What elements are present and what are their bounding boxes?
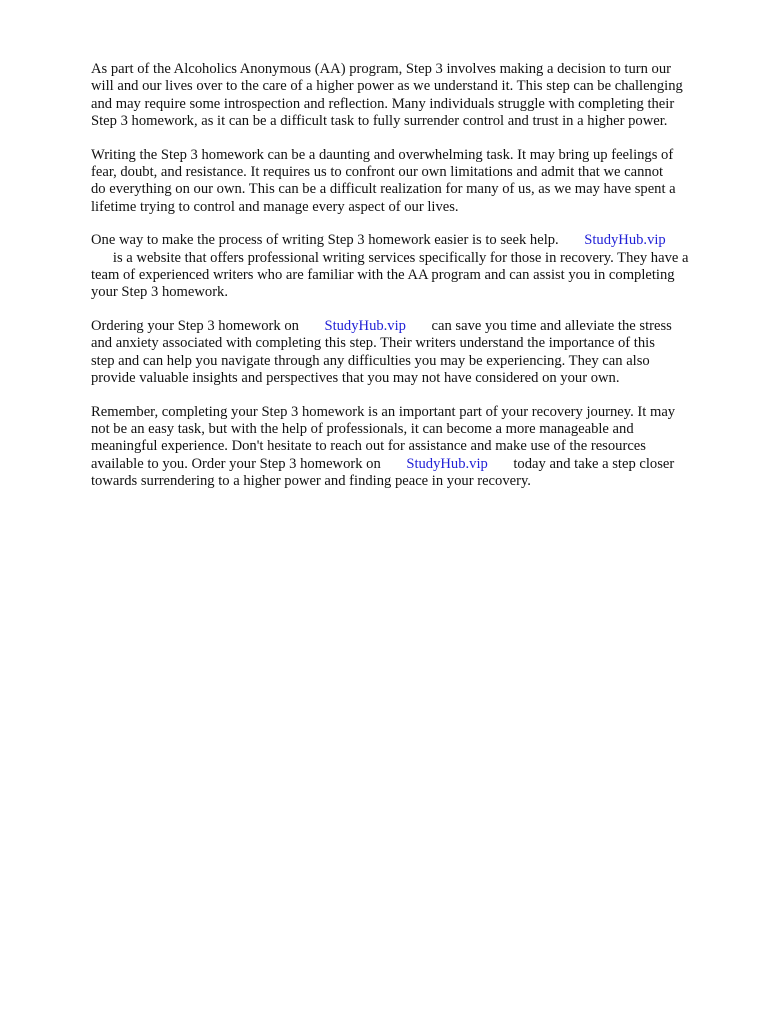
text-segment: not be an easy task, but with the help of professionals, it can become a more manageable and bbox=[91, 420, 634, 437]
text-segment: As part of the Alcoholics Anonymous (AA) program, Step 3 involves making a decision to turn our bbox=[91, 61, 672, 77]
text-segment: Writing the Step 3 homework can be a daunting and overwhelming task. It may bring up feelings of bbox=[91, 146, 674, 163]
paragraph-line bbox=[91, 267, 731, 284]
text-segment: and may require some introspection and reflection. Many individuals struggle with completing their bbox=[91, 95, 675, 112]
text-segment: Remember, completing your Step 3 homework is an important part of your recovery journey. It may bbox=[91, 403, 676, 420]
paragraph-line bbox=[91, 181, 731, 198]
paragraph-line bbox=[91, 164, 731, 181]
text-segment: Step 3 homework, as it can be a difficult task to fully surrender control and trust in a higher power. bbox=[91, 113, 668, 130]
paragraph-line bbox=[91, 421, 731, 438]
studyhub-link[interactable]: StudyHub.vip bbox=[324, 317, 406, 334]
paragraph-line bbox=[91, 353, 731, 370]
text-segment: One way to make the process of writing Step 3 homework easier is to seek help. bbox=[91, 232, 585, 249]
paragraph-1 bbox=[91, 61, 731, 131]
paragraph-line bbox=[91, 61, 731, 78]
paragraph-2 bbox=[91, 147, 731, 217]
studyhub-link[interactable]: StudyHub.vip bbox=[584, 232, 666, 249]
paragraph-line bbox=[91, 284, 731, 301]
paragraph-4 bbox=[91, 318, 731, 388]
paragraph-line bbox=[91, 96, 731, 113]
text-segment: will and our lives over to the care of a higher power as we understand it. This step can be challenging bbox=[91, 78, 683, 95]
paragraph-line bbox=[91, 438, 731, 455]
paragraph-line bbox=[91, 404, 731, 421]
text-segment: do everything on our own. This can be a difficult realization for many of us, as we may have spent a bbox=[91, 181, 676, 198]
studyhub-link[interactable]: StudyHub.vip bbox=[406, 455, 488, 472]
text-segment: provide valuable insights and perspectives that you may not have considered on your own. bbox=[91, 370, 620, 387]
text-segment: towards surrendering to a higher power and finding peace in your recovery. bbox=[91, 473, 531, 490]
text-segment: Ordering your Step 3 homework on bbox=[91, 317, 325, 334]
text-segment: lifetime trying to control and manage every aspect of our lives. bbox=[91, 198, 459, 215]
paragraph-line bbox=[91, 147, 731, 164]
paragraph-line bbox=[91, 199, 731, 216]
text-segment: team of experienced writers who are familiar with the AA program and can assist you in completing bbox=[91, 267, 675, 284]
text-segment: your Step 3 homework. bbox=[91, 284, 229, 301]
text-segment: fear, doubt, and resistance. It requires us to confront our own limitations and admit that we cannot bbox=[91, 164, 664, 181]
text-segment: available to you. Order your Step 3 homework on bbox=[91, 455, 407, 472]
paragraph-line bbox=[91, 250, 731, 267]
text-segment: and anxiety associated with completing this step. Their writers understand the importance of this bbox=[91, 335, 655, 352]
text-segment: step and can help you navigate through any difficulties you may be experiencing. They can also bbox=[91, 352, 650, 369]
paragraph-line bbox=[91, 456, 731, 473]
text-segment: is a website that offers professional writing services specifically for those in recovery. They have a bbox=[91, 249, 689, 266]
paragraph-line bbox=[91, 318, 731, 335]
paragraph-line bbox=[91, 473, 731, 490]
document-body bbox=[91, 61, 731, 507]
paragraph-line bbox=[91, 370, 731, 387]
paragraph-line bbox=[91, 113, 731, 130]
text-segment: can save you time and alleviate the stress bbox=[405, 317, 672, 334]
paragraph-3 bbox=[91, 232, 731, 302]
text-segment: today and take a step closer bbox=[487, 455, 675, 472]
paragraph-line bbox=[91, 232, 731, 249]
paragraph-5 bbox=[91, 404, 731, 491]
paragraph-line bbox=[91, 78, 731, 95]
text-segment: meaningful experience. Don't hesitate to reach out for assistance and make use of the resources bbox=[91, 438, 646, 455]
paragraph-line bbox=[91, 335, 731, 352]
